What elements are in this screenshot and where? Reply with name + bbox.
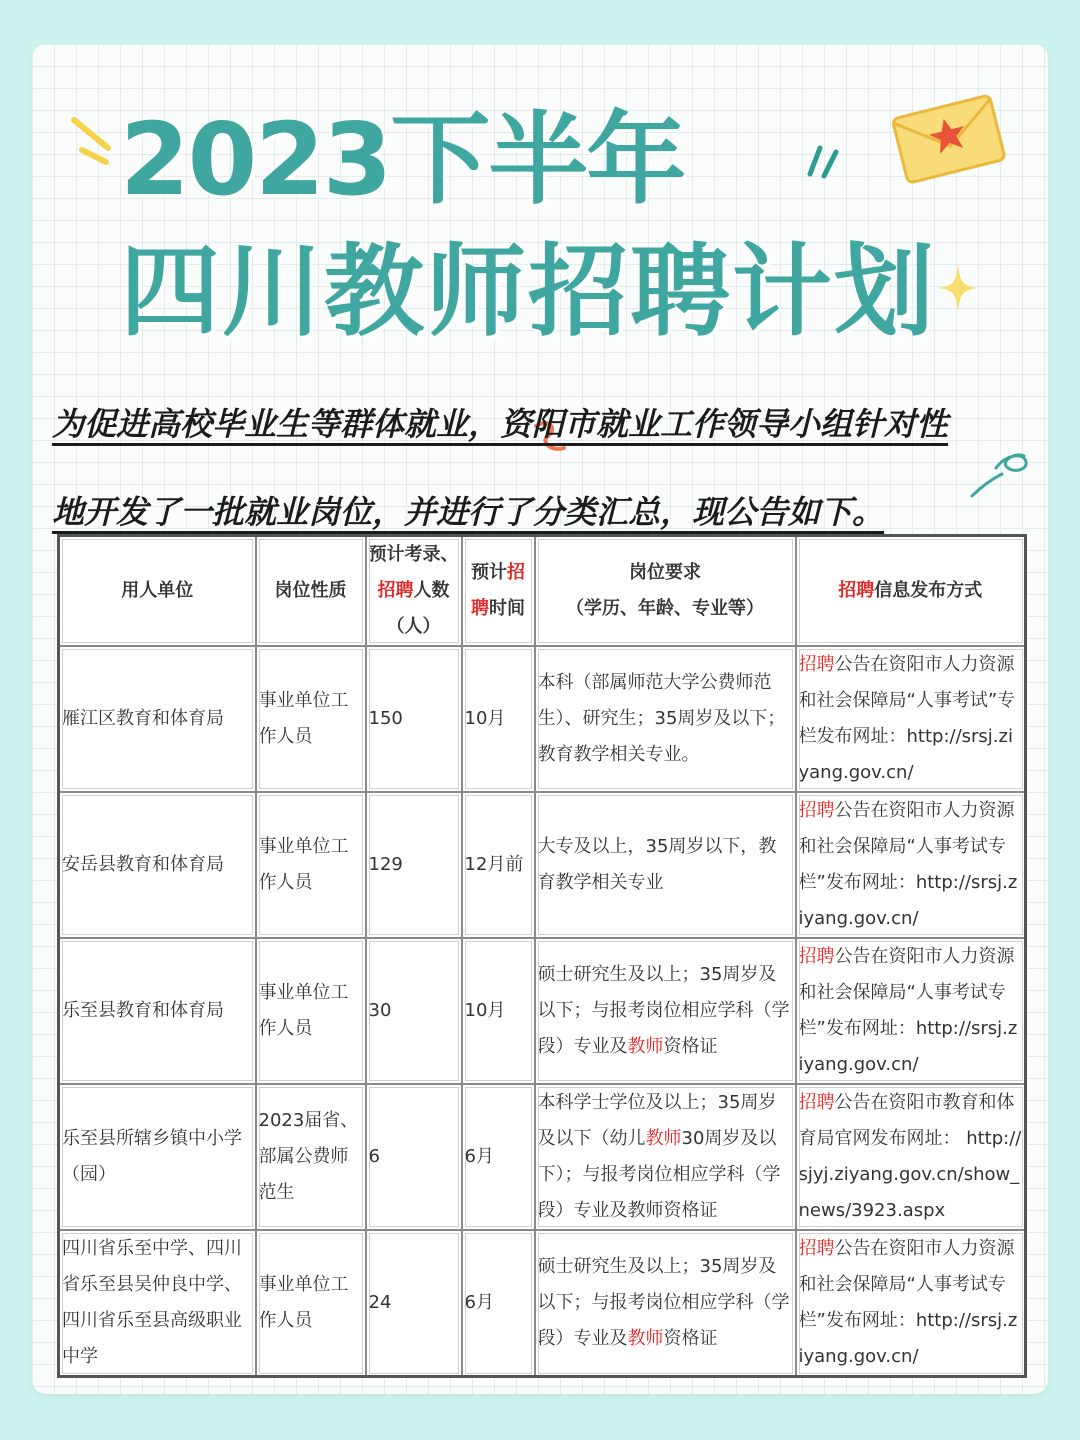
header-info: 招聘信息发布方式: [796, 536, 1026, 647]
cell-nature: 事业单位工作人员: [256, 646, 366, 792]
intro-line-1: 为促进高校毕业生等群体就业，资阳市就业工作领导小组针对性: [52, 405, 949, 443]
recruitment-table: [57, 534, 1027, 1378]
cell-requirements: 本科（部属师范大学公费师范生）、研究生；35周岁及以下；教育教学相关专业。: [535, 646, 796, 792]
cell-count: 30: [366, 938, 462, 1084]
accent-strokes-icon: [800, 142, 846, 182]
header-count: 预计考录、 招聘人数 （人）: [366, 536, 462, 647]
cell-count: 150: [366, 646, 462, 792]
cell-time: 10月: [462, 938, 535, 1084]
spark-lines-icon: [68, 112, 128, 172]
title-line-1: 2023下半年: [120, 101, 685, 218]
intro-paragraph: [52, 380, 1042, 556]
cell-requirements: 大专及以上，35周岁以下，教育教学相关专业: [535, 792, 796, 938]
cell-time: 6月: [462, 1230, 535, 1377]
header-requirements: 岗位要求 （学历、年龄、专业等）: [535, 536, 796, 647]
table-row: [59, 792, 1026, 938]
cell-count: 24: [366, 1230, 462, 1377]
cell-unit: 雁江区教育和体育局: [59, 646, 256, 792]
cell-nature: 2023届省、部属公费师范生: [256, 1084, 366, 1230]
cell-info: 招聘公告在资阳市人力资源和社会保障局“人事考试专栏”发布网址：http://srsj.ziyang.gov.cn/: [796, 938, 1026, 1084]
table-row: [59, 938, 1026, 1084]
header-nature: 岗位性质: [256, 536, 366, 647]
header-time: 预计招 聘时间: [462, 536, 535, 647]
cell-unit: 乐至县教育和体育局: [59, 938, 256, 1084]
cell-info: 招聘公告在资阳市人力资源和社会保障局“人事考试”专栏发布网址：http://srsj.ziyang.gov.cn/: [796, 646, 1026, 792]
cell-nature: 事业单位工作人员: [256, 1230, 366, 1377]
table-row: [59, 646, 1026, 792]
table-header-row: [59, 536, 1026, 647]
table-row: [59, 1084, 1026, 1230]
cell-count: 129: [366, 792, 462, 938]
cell-unit: 乐至县所辖乡镇中小学（园）: [59, 1084, 256, 1230]
header-unit: 用人单位: [59, 536, 256, 647]
intro-line-2: 地开发了一批就业岗位，并进行了分类汇总，现公告如下。: [52, 493, 885, 531]
cell-time: 10月: [462, 646, 535, 792]
table-row: [59, 1230, 1026, 1377]
cell-requirements: 硕士研究生及以上；35周岁及以下；与报考岗位相应学科（学段）专业及教师资格证: [535, 938, 796, 1084]
envelope-star-icon: [886, 84, 1012, 188]
cell-unit: 四川省乐至中学、四川省乐至县吴仲良中学、四川省乐至县高级职业中学: [59, 1230, 256, 1377]
cell-time: 6月: [462, 1084, 535, 1230]
cell-nature: 事业单位工作人员: [256, 792, 366, 938]
title-line-2: 四川教师招聘计划: [120, 233, 936, 350]
cell-nature: 事业单位工作人员: [256, 938, 366, 1084]
cell-unit: 安岳县教育和体育局: [59, 792, 256, 938]
cell-requirements: 本科学士学位及以上；35周岁及以下（幼儿教师30周岁及以下）；与报考岗位相应学科（学段）专业及教师资格证: [535, 1084, 796, 1230]
cell-info: 招聘公告在资阳市人力资源和社会保障局“人事考试专栏”发布网址：http://srsj.ziyang.gov.cn/: [796, 1230, 1026, 1377]
cell-requirements: 硕士研究生及以上；35周岁及以下；与报考岗位相应学科（学段）专业及教师资格证: [535, 1230, 796, 1377]
cell-info: 招聘公告在资阳市人力资源和社会保障局“人事考试专栏”发布网址：http://srsj.ziyang.gov.cn/: [796, 792, 1026, 938]
cell-time: 12月前: [462, 792, 535, 938]
cell-info: 招聘公告在资阳市教育和体育局官网发布网址： http://sjyj.ziyang.gov.cn/show_news/3923.aspx: [796, 1084, 1026, 1230]
cell-count: 6: [366, 1084, 462, 1230]
